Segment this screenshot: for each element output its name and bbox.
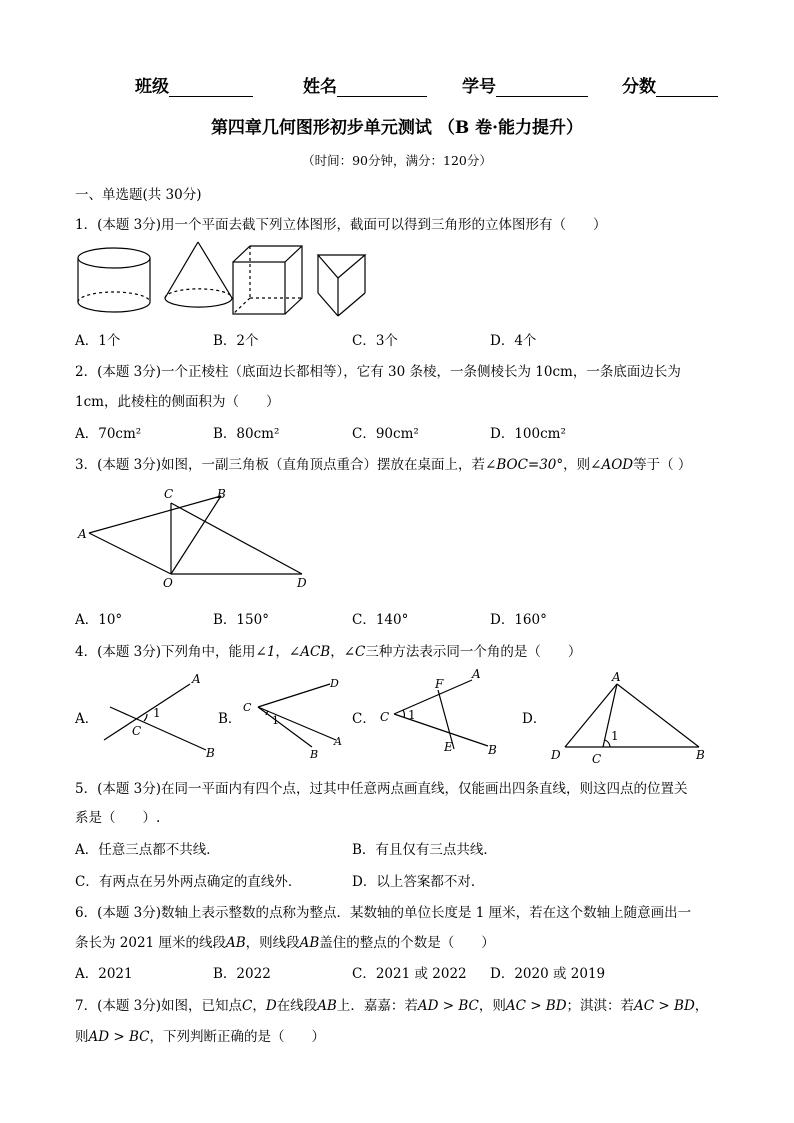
q6-segment-ab-2: AB bbox=[299, 935, 320, 951]
q3-text-a: 3．(本题 3分)如图，一副三角板（直角顶点重合）摆放在桌面上，若 bbox=[75, 457, 486, 473]
q7-text-d: 上．嘉嘉：若 bbox=[336, 998, 418, 1014]
q5-option-c[interactable]: C．有两点在另外两点确定的直线外． bbox=[75, 874, 302, 890]
q2-option-b[interactable]: B．80cm² bbox=[213, 426, 280, 442]
q4-option-c[interactable]: C． bbox=[352, 711, 376, 727]
q1-solids-figure bbox=[70, 240, 370, 320]
q4a-label-c: C bbox=[132, 724, 142, 738]
q4-text-a: 4．(本题 3分)下列角中，能用 bbox=[75, 644, 256, 660]
q4c-label-a: A bbox=[472, 667, 481, 681]
q4-separator-1: ， bbox=[275, 644, 289, 660]
q7-cond-1: AD > BC bbox=[417, 998, 479, 1014]
q6-text-a: 条长为 2021 厘米的线段 bbox=[75, 935, 226, 951]
q4-separator-2: ， bbox=[330, 644, 344, 660]
exam-info: （时间：90分钟，满分：120分） bbox=[302, 153, 492, 168]
score-blank[interactable] bbox=[656, 78, 718, 97]
q4-angle-acb: ∠ACB bbox=[288, 644, 331, 660]
question-4-text bbox=[75, 640, 581, 660]
name-blank[interactable] bbox=[337, 78, 427, 97]
number-label: 学号 bbox=[462, 77, 496, 97]
q3-label-a: A bbox=[78, 527, 87, 541]
q6-option-c[interactable]: C．2021 或 2022 bbox=[352, 966, 467, 982]
q4a-label-b: B bbox=[206, 746, 215, 760]
q4d-label-b: B bbox=[696, 748, 705, 762]
q4-figure-d bbox=[545, 670, 705, 768]
q6-option-b[interactable]: B．2022 bbox=[213, 966, 271, 982]
q4-option-d[interactable]: D． bbox=[522, 711, 547, 727]
question-5-line-1: 5．(本题 3分)在同一平面内有四个点，过其中任意两点画直线，仅能画出四条直线，则这四点的位置关 bbox=[75, 781, 688, 797]
q7-point-c: C bbox=[242, 998, 253, 1014]
q6-text-b: ，则线段 bbox=[245, 935, 300, 951]
q5-option-b[interactable]: B．有且仅有三点共线． bbox=[352, 842, 497, 858]
q5-option-d[interactable]: D．以上答案都不对． bbox=[352, 874, 485, 890]
q3-label-b: B bbox=[217, 487, 226, 501]
q3-label-o: O bbox=[163, 576, 173, 590]
q4-text-b: 三种方法表示同一个角的是（ ） bbox=[365, 644, 582, 660]
q4-angle-c: ∠C bbox=[343, 644, 366, 660]
q6-option-a[interactable]: A．2021 bbox=[75, 966, 133, 982]
question-7-line-1 bbox=[75, 994, 708, 1014]
q4d-label-c: C bbox=[592, 752, 602, 766]
question-1-text: 1．(本题 3分)用一个平面去截下列立体图形，截面可以得到三角形的立体图形有（ ） bbox=[75, 217, 607, 233]
q7-text-c: 在线段 bbox=[276, 998, 318, 1014]
q3-angle-aod: ∠AOD bbox=[590, 457, 634, 473]
q6-segment-ab: AB bbox=[225, 935, 246, 951]
q3-text-b: ，则 bbox=[563, 457, 591, 473]
q3-triangles-figure bbox=[75, 485, 315, 590]
q4-option-b[interactable]: B． bbox=[218, 711, 242, 727]
section-heading: 一、单选题(共 30分) bbox=[75, 187, 202, 203]
score-label: 分数 bbox=[622, 77, 656, 97]
q4b-label-d: D bbox=[330, 677, 339, 690]
q4-option-a[interactable]: A． bbox=[75, 711, 99, 727]
q4-angle-1: ∠1 bbox=[255, 644, 276, 660]
q4d-label-a: A bbox=[612, 670, 621, 684]
question-2-line-2: 1cm，此棱柱的侧面积为（ ） bbox=[75, 394, 280, 410]
q2-option-d[interactable]: D．100cm² bbox=[490, 426, 566, 442]
q4a-label-a: A bbox=[192, 672, 201, 686]
q3-option-b[interactable]: B．150° bbox=[213, 612, 269, 628]
cone-figure bbox=[165, 242, 232, 307]
q4c-label-c: C bbox=[380, 710, 390, 724]
q6-option-d[interactable]: D．2020 或 2019 bbox=[490, 966, 606, 982]
q3-angle-boc: ∠BOC=30° bbox=[485, 457, 564, 473]
class-field[interactable] bbox=[135, 72, 253, 97]
q1-option-c[interactable]: C．3个 bbox=[352, 333, 398, 349]
question-6-line-1: 6．(本题 3分)数轴上表示整数的点称为整点．某数轴的单位长度是 1 厘米，若在这个数轴上随意画出一 bbox=[75, 905, 692, 921]
class-blank[interactable] bbox=[169, 78, 253, 97]
q3-text-c: 等于（ ） bbox=[633, 457, 692, 473]
name-label: 姓名 bbox=[303, 77, 337, 97]
question-2-line-1: 2．(本题 3分)一个正棱柱（底面边长都相等），它有 30 条棱，一条侧棱长为 10cm，一条底面边长为 bbox=[75, 364, 681, 380]
q7-cond-4: AD > BC bbox=[88, 1029, 150, 1045]
number-field[interactable] bbox=[462, 72, 588, 97]
q3-label-c: C bbox=[164, 487, 174, 501]
q4-figure-a bbox=[100, 670, 220, 760]
q2-option-c[interactable]: C．90cm² bbox=[352, 426, 419, 442]
q7-text-i: ，下列判断正确的是（ ） bbox=[149, 1029, 325, 1045]
q7-segment-ab: AB bbox=[317, 998, 337, 1014]
q7-text-h: 则 bbox=[75, 1029, 89, 1045]
question-3-text bbox=[75, 453, 691, 473]
q7-text-a: 7．(本题 3分)如图，已知点 bbox=[75, 998, 243, 1014]
name-field[interactable] bbox=[303, 72, 427, 97]
q7-text-g: ， bbox=[694, 998, 709, 1014]
q1-option-b[interactable]: B．2个 bbox=[213, 333, 259, 349]
q4b-label-b: B bbox=[310, 748, 319, 761]
q4d-label-1: 1 bbox=[611, 729, 619, 743]
q4c-label-f: F bbox=[435, 677, 444, 691]
q4c-label-e: E bbox=[444, 740, 453, 754]
question-7-line-2 bbox=[75, 1025, 325, 1045]
question-5-line-2: 系是（ ）. bbox=[75, 810, 161, 826]
question-6-line-2 bbox=[75, 931, 495, 951]
q4c-label-b: B bbox=[488, 743, 497, 757]
q3-option-d[interactable]: D．160° bbox=[490, 612, 547, 628]
cylinder-figure bbox=[78, 248, 150, 312]
q4a-label-1: 1 bbox=[153, 706, 161, 720]
cube-figure bbox=[233, 246, 302, 314]
triangular-prism-figure bbox=[318, 255, 365, 316]
q3-label-d: D bbox=[297, 576, 307, 590]
q7-cond-3: AC > BD bbox=[634, 998, 695, 1014]
q4c-label-1: 1 bbox=[408, 708, 416, 722]
page-title: 第四章几何图形初步单元测试 （B 卷·能力提升） bbox=[210, 118, 584, 138]
q7-text-f: ；淇淇：若 bbox=[566, 998, 635, 1014]
q7-text-b: ， bbox=[252, 998, 266, 1014]
q3-option-a[interactable]: A．10° bbox=[75, 612, 123, 628]
q7-point-d: D bbox=[265, 998, 277, 1014]
q5-option-a[interactable]: A．任意三点都不共线． bbox=[75, 842, 220, 858]
q4b-label-1: 1 bbox=[272, 714, 279, 727]
q4b-label-a: A bbox=[334, 735, 342, 748]
score-field[interactable] bbox=[622, 72, 718, 97]
q1-option-a[interactable]: A．1个 bbox=[75, 333, 121, 349]
q4d-label-d: D bbox=[551, 748, 561, 762]
q6-text-c: 盖住的整点的个数是（ ） bbox=[319, 935, 495, 951]
q1-option-d[interactable]: D．4个 bbox=[490, 333, 537, 349]
q7-text-e: ，则 bbox=[478, 998, 506, 1014]
q4b-label-c: C bbox=[243, 701, 252, 714]
q7-cond-2: AC > BD bbox=[505, 998, 567, 1014]
q2-option-a[interactable]: A．70cm² bbox=[75, 426, 142, 442]
number-blank[interactable] bbox=[496, 78, 588, 97]
class-label: 班级 bbox=[135, 77, 169, 97]
q4-figure-c bbox=[376, 664, 506, 759]
q4-figure-b bbox=[240, 672, 350, 762]
q3-option-c[interactable]: C．140° bbox=[352, 612, 409, 628]
